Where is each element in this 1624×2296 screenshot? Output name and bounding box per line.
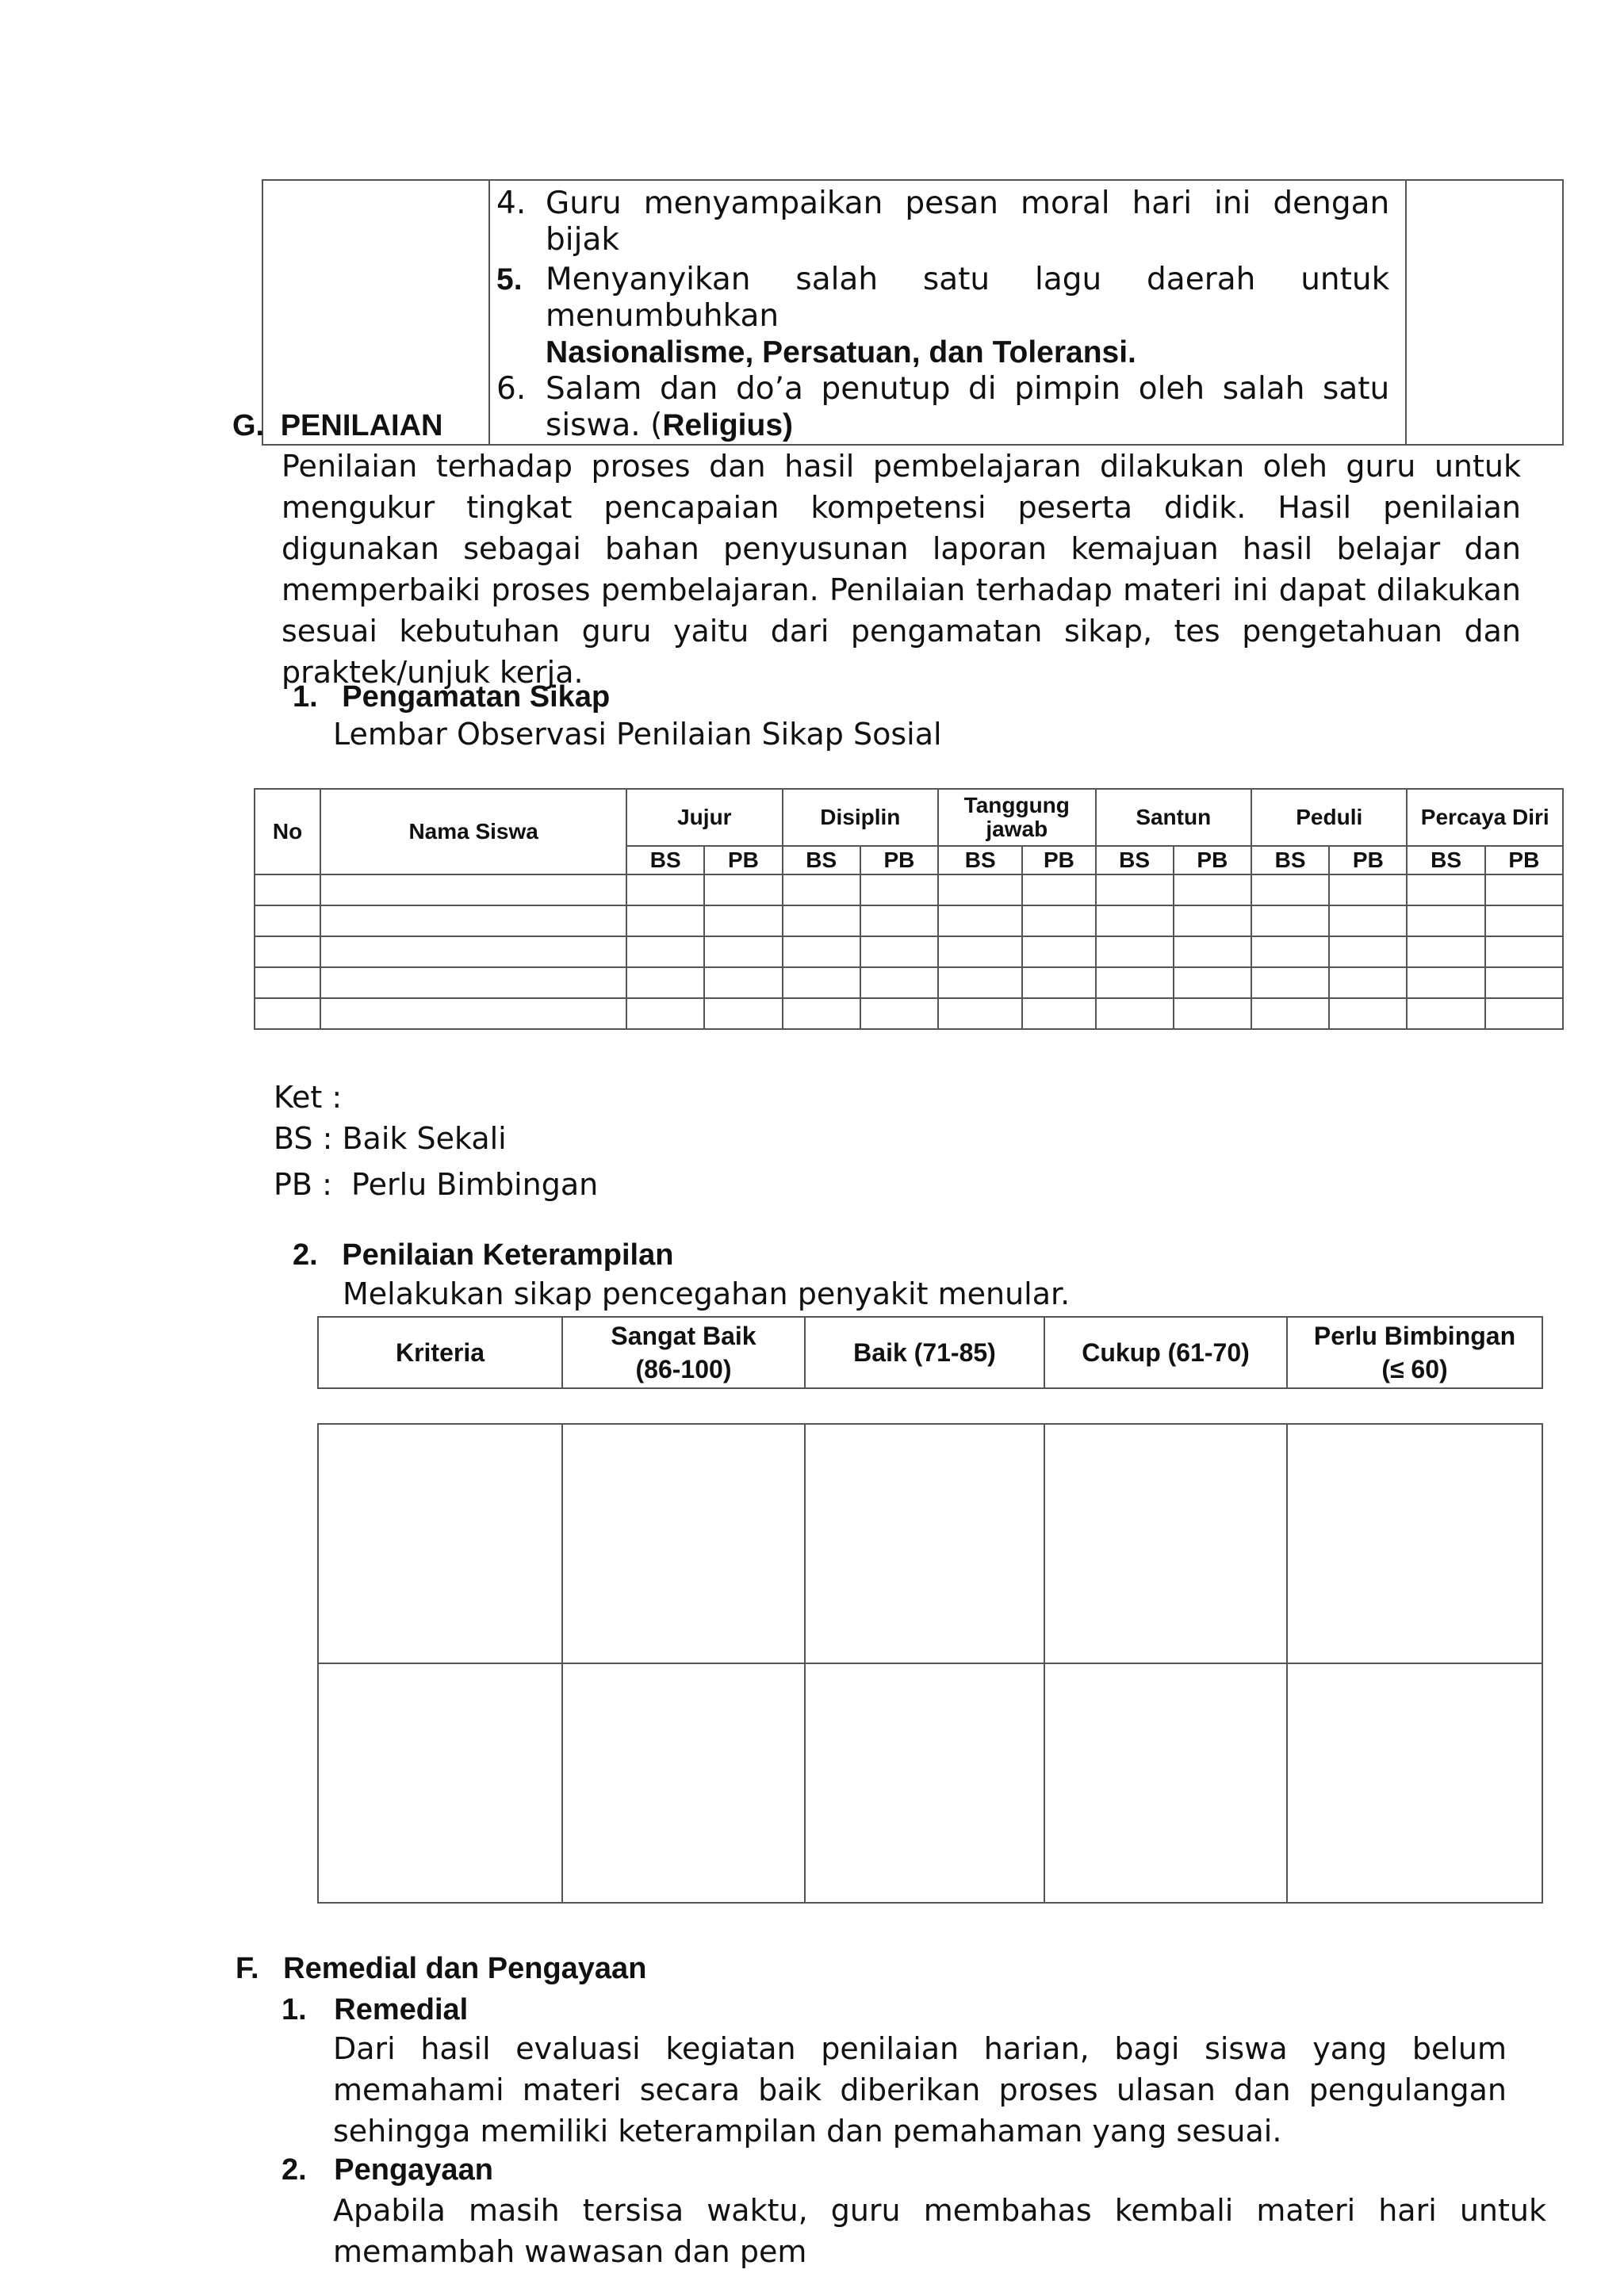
step-text-bold: Nasionalisme, Persatuan, dan Toleransi. (546, 335, 1136, 369)
table-row (255, 967, 1563, 998)
ket-label: Ket : (274, 1080, 343, 1115)
empty-cell (626, 967, 704, 998)
empty-cell (1174, 967, 1251, 998)
pengayaan-text: Apabila masih tersisa waktu, guru membahas kembali materi hari untuk memambah wawasan dan pem (333, 2193, 1546, 2269)
empty-cell (860, 874, 938, 905)
empty-cell (1407, 967, 1484, 998)
empty-cell (255, 998, 320, 1029)
aspect-header: Peduli (1251, 789, 1407, 846)
empty-cell (255, 936, 320, 967)
col-nama-siswa: Nama Siswa (320, 789, 626, 874)
keterampilan-body-table (317, 1423, 1543, 1904)
empty-cell (805, 1424, 1044, 1663)
empty-cell (320, 905, 626, 936)
empty-cell (1174, 905, 1251, 936)
empty-cell (938, 998, 1022, 1029)
empty-cell (1096, 998, 1174, 1029)
step-text (546, 262, 1405, 371)
empty-cell (255, 967, 320, 998)
sikap-table (254, 788, 1564, 1030)
step-text-main: Menyanyikan salah satu lagu daerah untuk menumbuhkan (546, 262, 1390, 334)
pengayaan-title: Pengayaan (334, 2153, 493, 2187)
step-text-main: Salam dan do’a penutup di pimpin oleh salah satu siswa. ( (546, 371, 1390, 443)
sikap-title: Pengamatan Sikap (342, 680, 611, 714)
empty-cell (938, 967, 1022, 998)
keterampilan-subtitle: Melakukan sikap pencegahan penyakit menular. (343, 1276, 1071, 1311)
empty-cell (1096, 905, 1174, 936)
sub-pb: PB (1485, 846, 1563, 874)
table-row (255, 936, 1563, 967)
empty-cell (938, 905, 1022, 936)
section-letter: F. (236, 1952, 259, 1985)
empty-cell (1174, 998, 1251, 1029)
empty-cell (1044, 1424, 1287, 1663)
sikap-table-body (255, 874, 1563, 1029)
empty-cell (626, 874, 704, 905)
header-kriteria: Kriteria (318, 1317, 562, 1388)
empty-cell (1485, 998, 1563, 1029)
empty-cell (704, 874, 782, 905)
empty-cell (783, 936, 860, 967)
penilaian-paragraph: Penilaian terhadap proses dan hasil pembelajaran dilakukan oleh guru untuk mengukur tingkat pencapaian kompetensi peserta didik. Hasil penilaian digunakan sebagai bahan penyusunan laporan kemajuan hasil belajar dan memperbaiki proses pembelajaran. Penilaian terhadap materi ini dapat dilakukan sesuai kebutuhan guru yaitu dari pengamatan sikap, tes pengetahuan dan praktek/unjuk kerja. (282, 449, 1521, 690)
sub-pb: PB (1329, 846, 1407, 874)
step-number: 4. (496, 186, 527, 221)
remedial-number: 1. (282, 1993, 307, 2026)
header-line: Perlu Bimbingan (1313, 1322, 1516, 1350)
pengayaan-number: 2. (282, 2153, 307, 2187)
empty-cell (1287, 1663, 1542, 1903)
sikap-heading (293, 680, 610, 714)
empty-cell (1022, 905, 1095, 936)
empty-cell (1485, 874, 1563, 905)
empty-cell (626, 998, 704, 1029)
step-number: 5. (496, 262, 523, 297)
empty-cell (1329, 998, 1407, 1029)
sub-pb: PB (1022, 846, 1095, 874)
sub-bs: BS (1407, 846, 1484, 874)
empty-cell (1251, 874, 1329, 905)
empty-cell (1174, 936, 1251, 967)
empty-cell (1407, 905, 1484, 936)
empty-cell (1096, 936, 1174, 967)
activity-step (490, 262, 1405, 371)
section-g-heading (232, 409, 442, 443)
empty-cell (1022, 936, 1095, 967)
section-letter: G. (232, 409, 265, 442)
empty-cell (255, 874, 320, 905)
aspect-header: Percaya Diri (1407, 789, 1563, 846)
empty-cell (1022, 967, 1095, 998)
aspect-header: Disiplin (783, 789, 938, 846)
empty-cell (1407, 998, 1484, 1029)
empty-cell (783, 967, 860, 998)
activity-step (490, 186, 1405, 258)
header-line: Sangat Baik (611, 1322, 756, 1350)
sikap-subtitle: Lembar Observasi Penilaian Sikap Sosial (333, 717, 942, 752)
empty-cell (1329, 874, 1407, 905)
empty-cell (1329, 936, 1407, 967)
empty-cell (783, 905, 860, 936)
empty-cell (562, 1424, 805, 1663)
empty-cell (1251, 936, 1329, 967)
keterampilan-heading (293, 1238, 673, 1272)
pengayaan-heading (282, 2153, 493, 2187)
empty-cell (626, 936, 704, 967)
empty-cell (704, 936, 782, 967)
empty-cell (1251, 967, 1329, 998)
step-number: 6. (496, 371, 527, 407)
empty-cell (805, 1663, 1044, 1903)
sub-pb: PB (1174, 846, 1251, 874)
keterampilan-number: 2. (293, 1238, 318, 1272)
sub-pb: PB (860, 846, 938, 874)
empty-cell (704, 967, 782, 998)
activity-table (262, 179, 1564, 446)
empty-cell (1407, 936, 1484, 967)
section-title: Remedial dan Pengayaan (283, 1952, 647, 1985)
remedial-text: Dari hasil evaluasi kegiatan penilaian harian, bagi siswa yang belum memahami materi secara baik diberikan proses ulasan dan pengulangan sehingga memiliki keterampilan dan pemahaman yang sesuai. (333, 2031, 1507, 2149)
ket-bs: BS : Baik Sekali (274, 1121, 507, 1156)
empty-cell (860, 905, 938, 936)
activity-steps-cell (489, 180, 1406, 445)
empty-cell (318, 1424, 562, 1663)
empty-cell (860, 998, 938, 1029)
empty-cell (320, 967, 626, 998)
header-baik: Baik (71-85) (805, 1317, 1044, 1388)
sub-bs: BS (938, 846, 1022, 874)
empty-cell (320, 874, 626, 905)
ket-pb: PB : Perlu Bimbingan (274, 1167, 599, 1202)
step-text-bold: Religius) (662, 408, 793, 442)
empty-cell (938, 936, 1022, 967)
step-text (546, 371, 1405, 444)
empty-cell (318, 1663, 562, 1903)
empty-cell (1096, 874, 1174, 905)
empty-cell (860, 967, 938, 998)
empty-cell (1485, 967, 1563, 998)
empty-cell (1485, 936, 1563, 967)
header-cukup: Cukup (61-70) (1044, 1317, 1287, 1388)
empty-cell (626, 905, 704, 936)
empty-cell (1407, 874, 1484, 905)
table-row (255, 998, 1563, 1029)
empty-cell (1287, 1424, 1542, 1663)
empty-cell (1174, 874, 1251, 905)
empty-cell (860, 936, 938, 967)
empty-cell (1044, 1663, 1287, 1903)
empty-cell (783, 998, 860, 1029)
header-line: (≤ 60) (1381, 1355, 1448, 1383)
sub-bs: BS (783, 846, 860, 874)
sikap-number: 1. (293, 680, 318, 714)
empty-cell (938, 874, 1022, 905)
remedial-heading (282, 1993, 468, 2027)
empty-cell (320, 998, 626, 1029)
empty-cell (1329, 905, 1407, 936)
sub-bs: BS (1251, 846, 1329, 874)
activity-left-cell (262, 180, 489, 445)
remedial-title: Remedial (334, 1993, 469, 2026)
header-line: (86-100) (635, 1355, 732, 1383)
table-row (255, 874, 1563, 905)
empty-cell (1251, 905, 1329, 936)
empty-cell (704, 905, 782, 936)
sub-bs: BS (626, 846, 704, 874)
sub-pb: PB (704, 846, 782, 874)
table-row (255, 905, 1563, 936)
empty-cell (1096, 967, 1174, 998)
section-title: PENILAIAN (280, 409, 443, 442)
empty-cell (1022, 874, 1095, 905)
aspect-header: Tanggung jawab (938, 789, 1095, 846)
empty-cell (320, 936, 626, 967)
activity-right-cell (1406, 180, 1563, 445)
empty-cell (783, 874, 860, 905)
empty-cell (704, 998, 782, 1029)
aspect-header: Santun (1096, 789, 1251, 846)
keterampilan-title: Penilaian Keterampilan (342, 1238, 674, 1272)
empty-cell (1251, 998, 1329, 1029)
empty-cell (1022, 998, 1095, 1029)
col-no: No (255, 789, 320, 874)
empty-cell (1329, 967, 1407, 998)
sub-bs: BS (1096, 846, 1174, 874)
empty-cell (562, 1663, 805, 1903)
activity-step (490, 371, 1405, 444)
section-f-heading (236, 1952, 646, 1986)
header-sangat-baik (562, 1317, 805, 1388)
header-perlu-bimbingan (1287, 1317, 1542, 1388)
empty-cell (1485, 905, 1563, 936)
aspect-header: Jujur (626, 789, 782, 846)
step-text: Guru menyampaikan pesan moral hari ini dengan bijak (546, 186, 1390, 258)
empty-cell (255, 905, 320, 936)
keterampilan-header-table (317, 1316, 1543, 1389)
